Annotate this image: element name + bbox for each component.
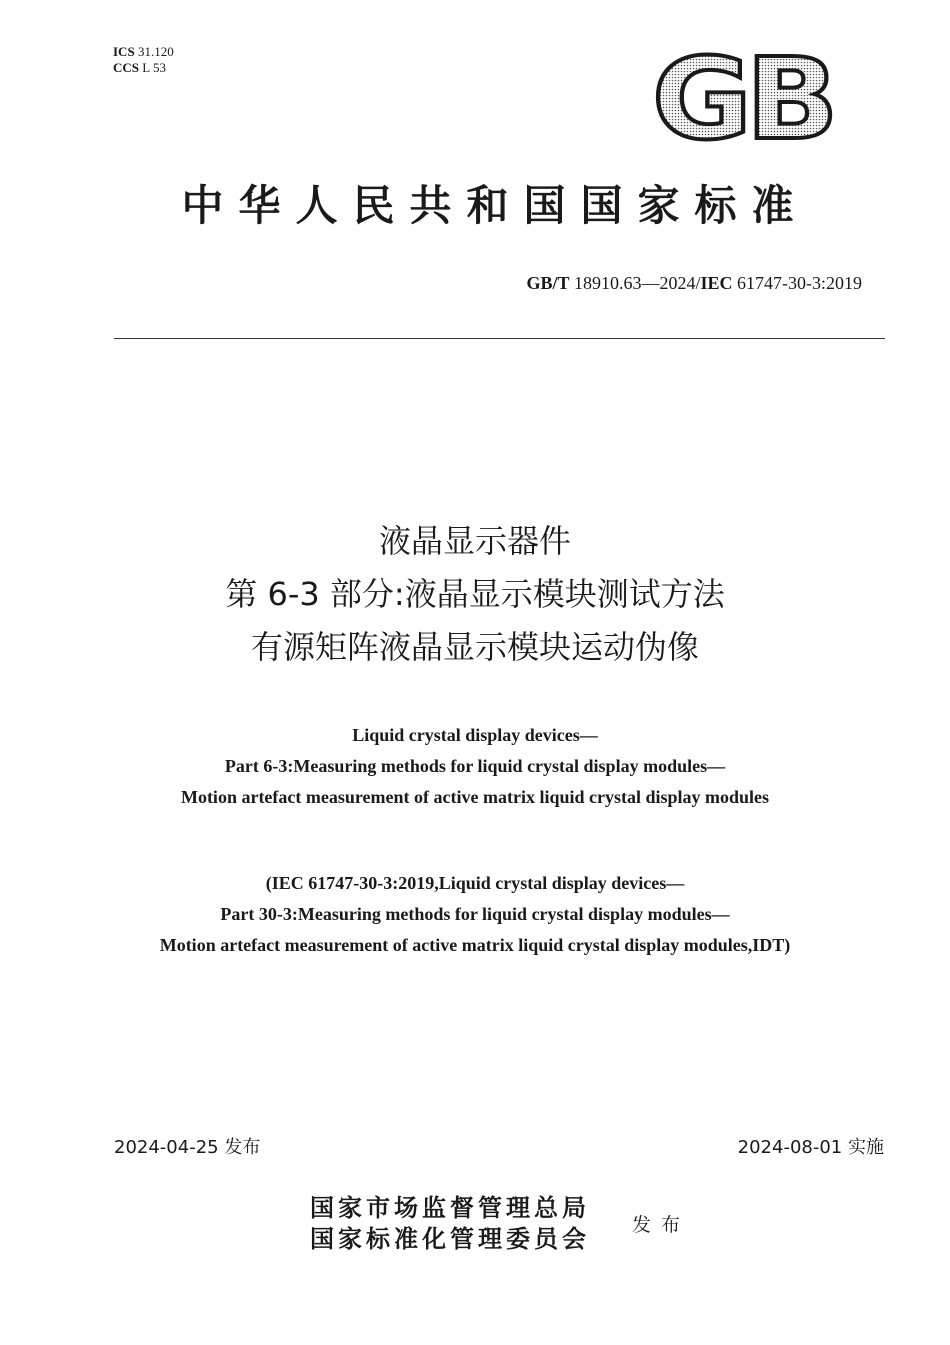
ics-line (113, 44, 174, 60)
national-standard-title: 中华人民共和国国家标准 (181, 181, 809, 230)
issuer-name: 国家标准化管理委员会 (310, 1224, 590, 1253)
iec-reference-line: Motion artefact measurement of active matrix liquid crystal display modules,IDT) (159, 935, 791, 955)
implementation-date: 2024-08-01 实施 (737, 1137, 884, 1158)
english-title-line: Liquid crystal display devices— (352, 725, 598, 745)
issue-date: 2024-04-25 发布 (114, 1137, 261, 1158)
chinese-title (60, 515, 890, 674)
ccs-code: L 53 (142, 60, 166, 75)
ccs-line (113, 60, 174, 76)
ics-code: 31.120 (137, 44, 174, 59)
header-divider (114, 338, 885, 339)
iec-reference-line: (IEC 61747-30-3:2019,Liquid crystal display devices— (265, 873, 685, 893)
english-title-line: Motion artefact measurement of active matrix liquid crystal display modules (180, 787, 770, 807)
issuer-name: 国家市场监督管理总局 (310, 1193, 590, 1222)
issuing-authorities (310, 1192, 590, 1254)
standard-prefix: GB/T (526, 273, 570, 293)
gb-logo (650, 46, 835, 146)
iec-code: 61747-30-3:2019 (737, 273, 862, 293)
chinese-title-line: 第 6-3 部分:液晶显示模块测试方法 (225, 575, 725, 613)
standard-code: 18910.63—2024/ (573, 273, 701, 293)
chinese-title-line: 有源矩阵液晶显示模块运动伪像 (250, 628, 699, 666)
ccs-label: CCS (113, 60, 140, 75)
gb-logo-text: GB (652, 46, 832, 146)
ics-label: ICS (113, 44, 135, 59)
chinese-title-line: 液晶显示器件 (378, 522, 571, 560)
standard-number (526, 273, 862, 294)
iec-reference-line: Part 30-3:Measuring methods for liquid crystal display modules— (220, 904, 730, 924)
classification-codes (113, 44, 174, 76)
iec-prefix: IEC (700, 273, 733, 293)
english-title (60, 720, 890, 813)
publish-label: 发布 (632, 1214, 691, 1236)
iec-reference (60, 868, 890, 961)
english-title-line: Part 6-3:Measuring methods for liquid crystal display modules— (224, 756, 726, 776)
